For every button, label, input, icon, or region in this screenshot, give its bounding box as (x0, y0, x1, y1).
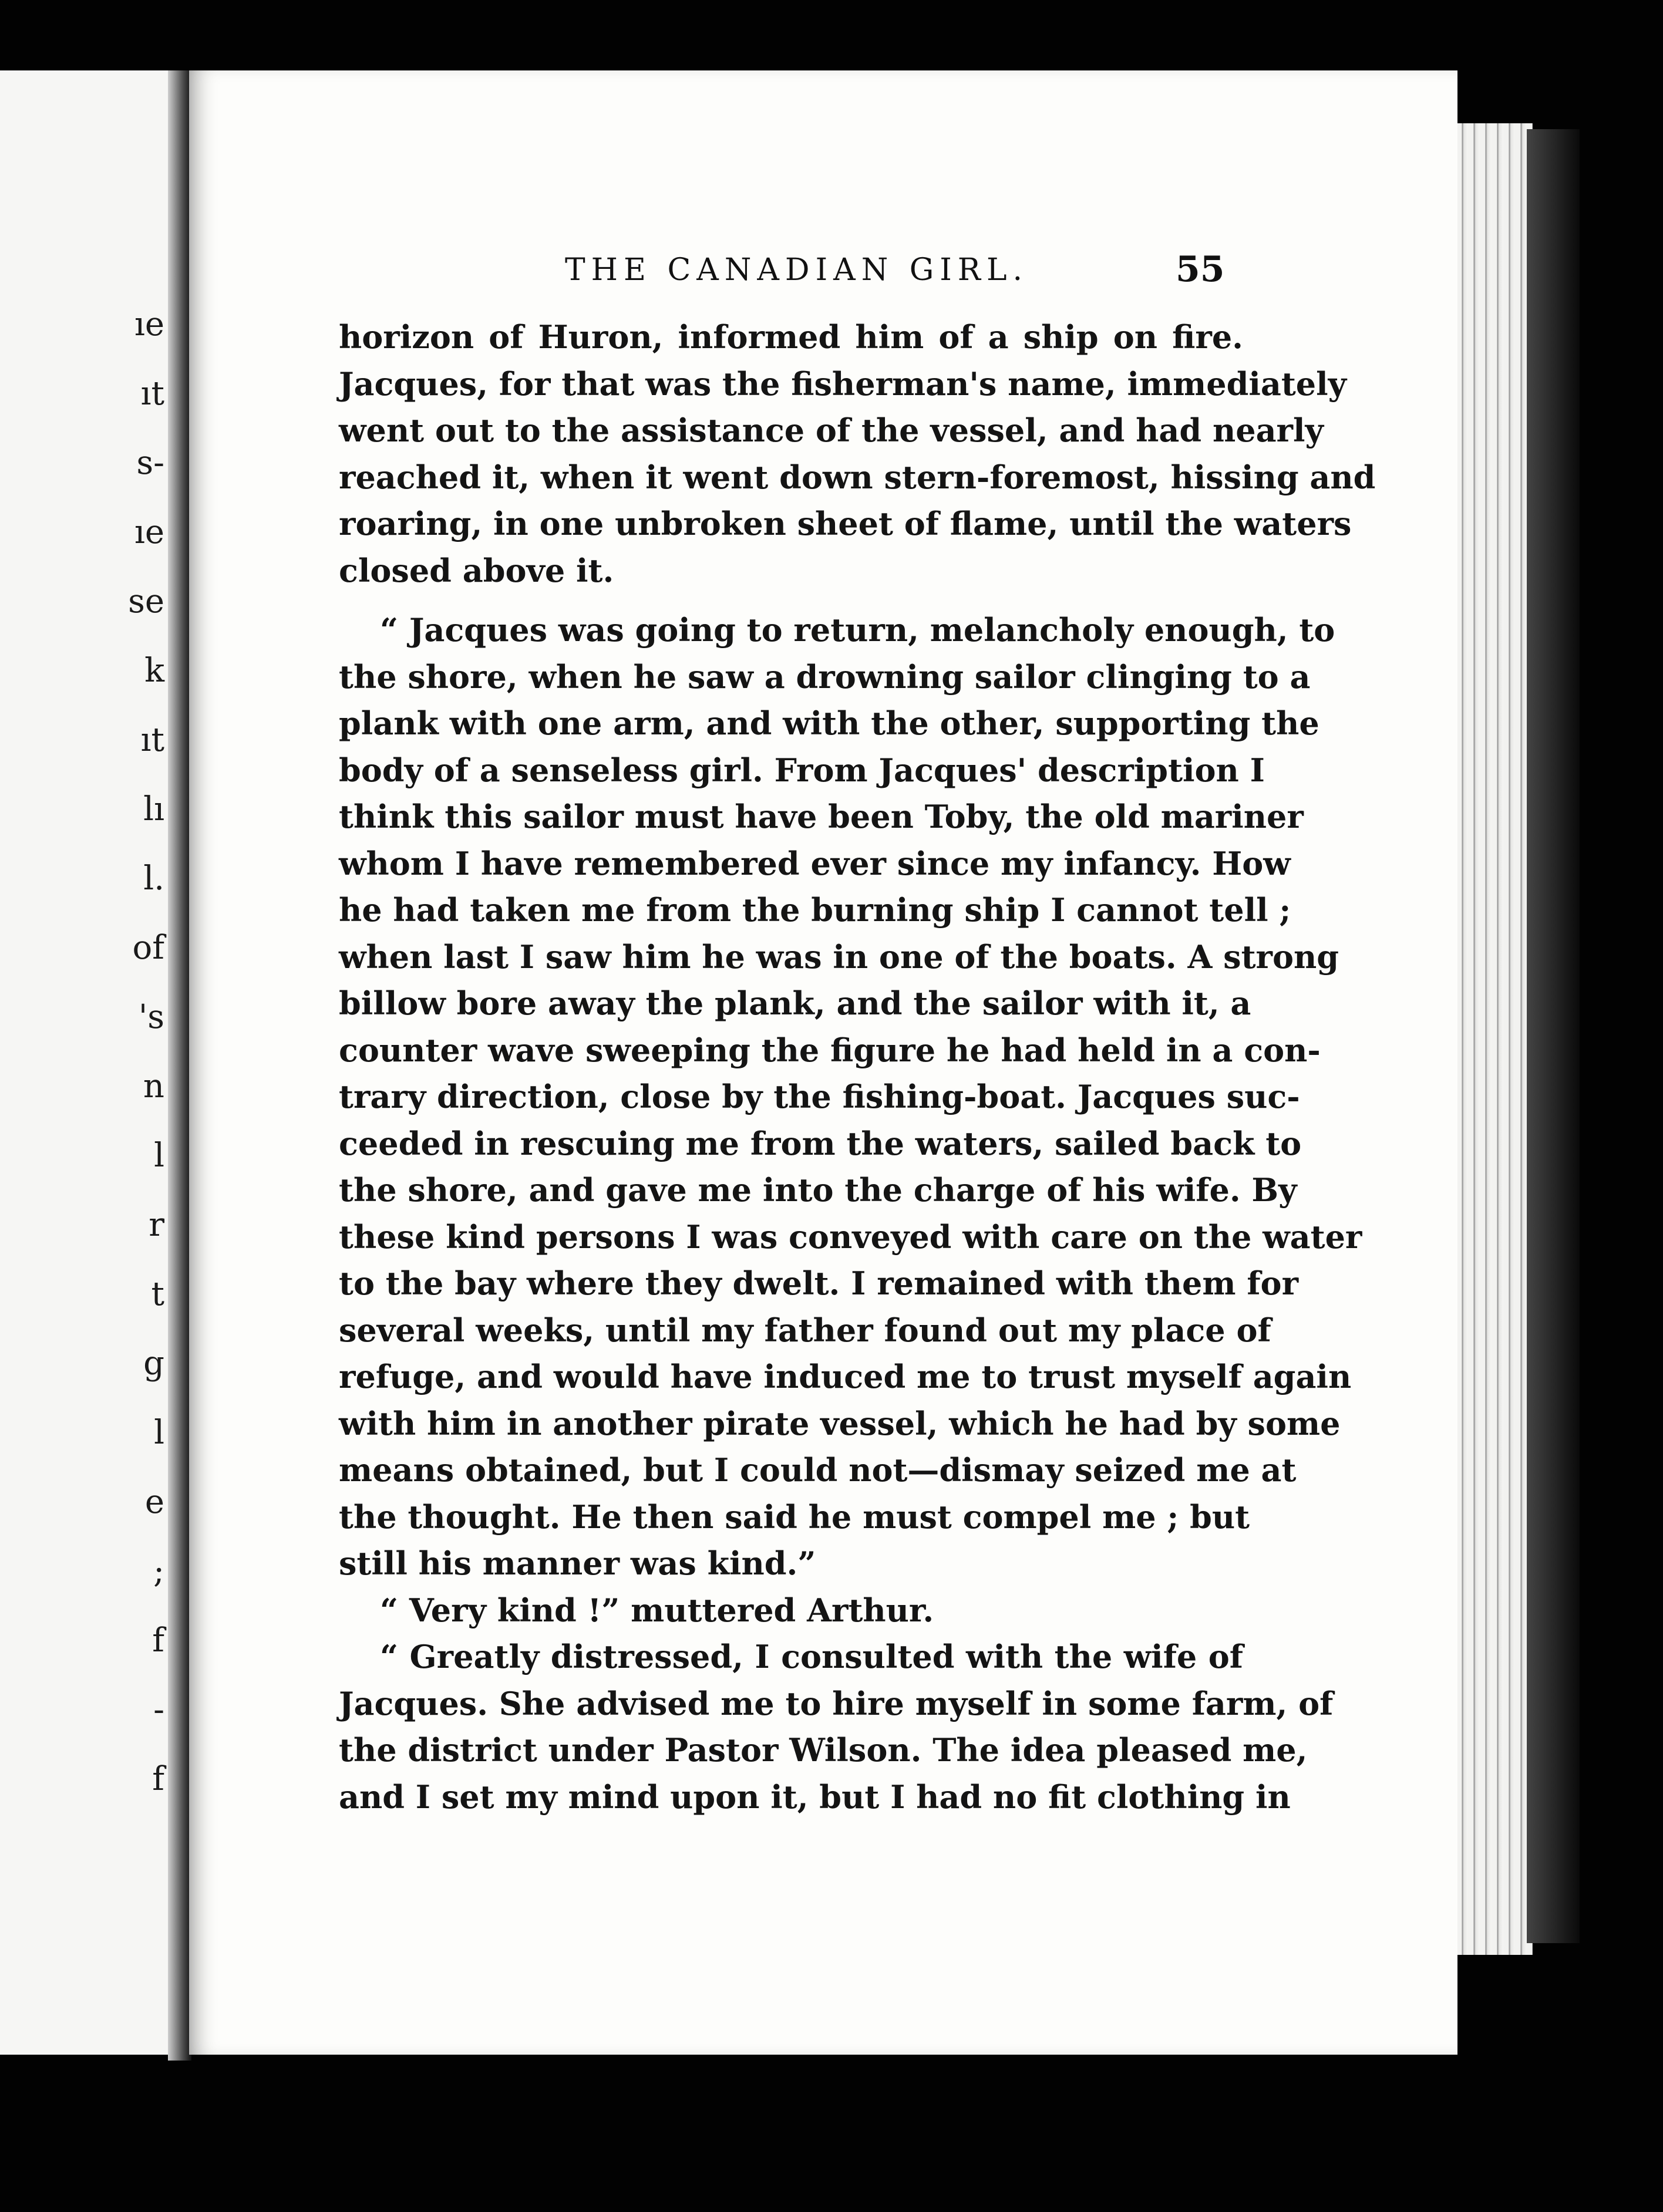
previous-page-fragment: of (132, 929, 164, 967)
previous-page-fragment: n (143, 1067, 164, 1105)
text-line: Jacques, for that was the fisherman's name, immediately (339, 365, 1347, 403)
book-page (189, 70, 1457, 2055)
previous-page-fragment: l. (143, 859, 164, 898)
text-line: reached it, when it went down stern-foremost, hissing and (339, 458, 1376, 496)
text-line: ceeded in rescuing me from the waters, sailed back to (339, 1124, 1302, 1162)
previous-page-fragment: l (154, 1414, 164, 1452)
text-line: trary direction, close by the fishing-boat. Jacques suc- (339, 1078, 1300, 1115)
text-line: means obtained, but I could not—dismay seized me at (339, 1451, 1297, 1489)
previous-page-fragment: l (154, 1137, 164, 1175)
previous-page-fragment: f (152, 1760, 164, 1798)
text-line: billow bore away the plank, and the sailor with it, a (339, 984, 1251, 1022)
text-line: he had taken me from the burning ship I cannot tell ; (339, 891, 1291, 929)
running-head (189, 249, 1457, 305)
text-line: went out to the assistance of the vessel, and had nearly (339, 412, 1324, 449)
previous-page-fragment: ıe (134, 305, 164, 343)
text-line: when last I saw him he was in one of the boats. A strong (339, 938, 1339, 976)
previous-page-fragment: f (152, 1621, 164, 1660)
previous-page-edge (0, 70, 176, 2055)
text-line: counter wave sweeping the figure he had held in a con- (339, 1031, 1321, 1069)
text-line: still his manner was kind.” (339, 1545, 816, 1582)
text-line: plank with one arm, and with the other, supporting the (339, 704, 1319, 742)
previous-page-fragment: g (143, 1344, 164, 1382)
text-line: whom I have remembered ever since my infancy. How (339, 844, 1291, 882)
page-number: 55 (1176, 249, 1225, 290)
text-line: roaring, in one unbroken sheet of flame, until the waters (339, 505, 1352, 542)
previous-page-fragment: lı (143, 790, 164, 828)
text-line: “ Greatly distressed, I consulted with the wife of (380, 1638, 1243, 1675)
text-line: the shore, when he saw a drowning sailor clinging to a (339, 657, 1311, 696)
previous-page-fragment: se (128, 582, 164, 621)
book-gutter (168, 70, 191, 2061)
previous-page-fragment: ; (153, 1552, 164, 1590)
text-line: body of a senseless girl. From Jacques' description I (339, 751, 1265, 789)
text-line: think this sailor must have been Toby, the old mariner (339, 798, 1304, 835)
text-line: to the bay where they dwelt. I remained with them for (339, 1265, 1299, 1302)
text-line: “ Very kind !” muttered Arthur. (380, 1591, 934, 1629)
text-line: with him in another pirate vessel, which he had by some (339, 1404, 1341, 1442)
book-edge-shadow (1527, 129, 1580, 1943)
body-text (339, 314, 1376, 1820)
previous-page-fragment: t (151, 1275, 164, 1313)
text-line: the thought. He then said he must compel me ; but (339, 1498, 1250, 1536)
previous-page-fragment: e (144, 1483, 164, 1521)
previous-page-fragment: r (149, 1206, 164, 1244)
previous-page-fragment: ıt (140, 721, 164, 759)
text-line: the district under Pastor Wilson. The idea pleased me, (339, 1731, 1308, 1769)
previous-page-fragment: k (144, 652, 164, 690)
previous-page-fragment: 's (138, 998, 164, 1036)
text-line: several weeks, until my father found out my place of (339, 1311, 1271, 1349)
previous-page-fragment: - (153, 1691, 164, 1729)
text-line: the shore, and gave me into the charge of his wife. By (339, 1171, 1297, 1209)
running-title: THE CANADIAN GIRL. (565, 252, 1029, 288)
text-line: and I set my mind upon it, but I had no fit clothing in (339, 1778, 1291, 1816)
previous-page-fragment: ıe (134, 513, 164, 551)
text-line: horizon of Huron, informed him of a ship on fire. (339, 318, 1243, 356)
text-line: Jacques. She advised me to hire myself in some farm, of (339, 1684, 1334, 1722)
text-line: closed above it. (339, 551, 614, 589)
text-line: “ Jacques was going to return, melancholy enough, to (380, 611, 1335, 649)
text-line: these kind persons I was conveyed with care on the water (339, 1218, 1362, 1256)
previous-page-fragment: ıt (140, 375, 164, 413)
previous-page-fragment: s- (136, 444, 164, 482)
text-line: refuge, and would have induced me to trust myself again (339, 1358, 1352, 1395)
